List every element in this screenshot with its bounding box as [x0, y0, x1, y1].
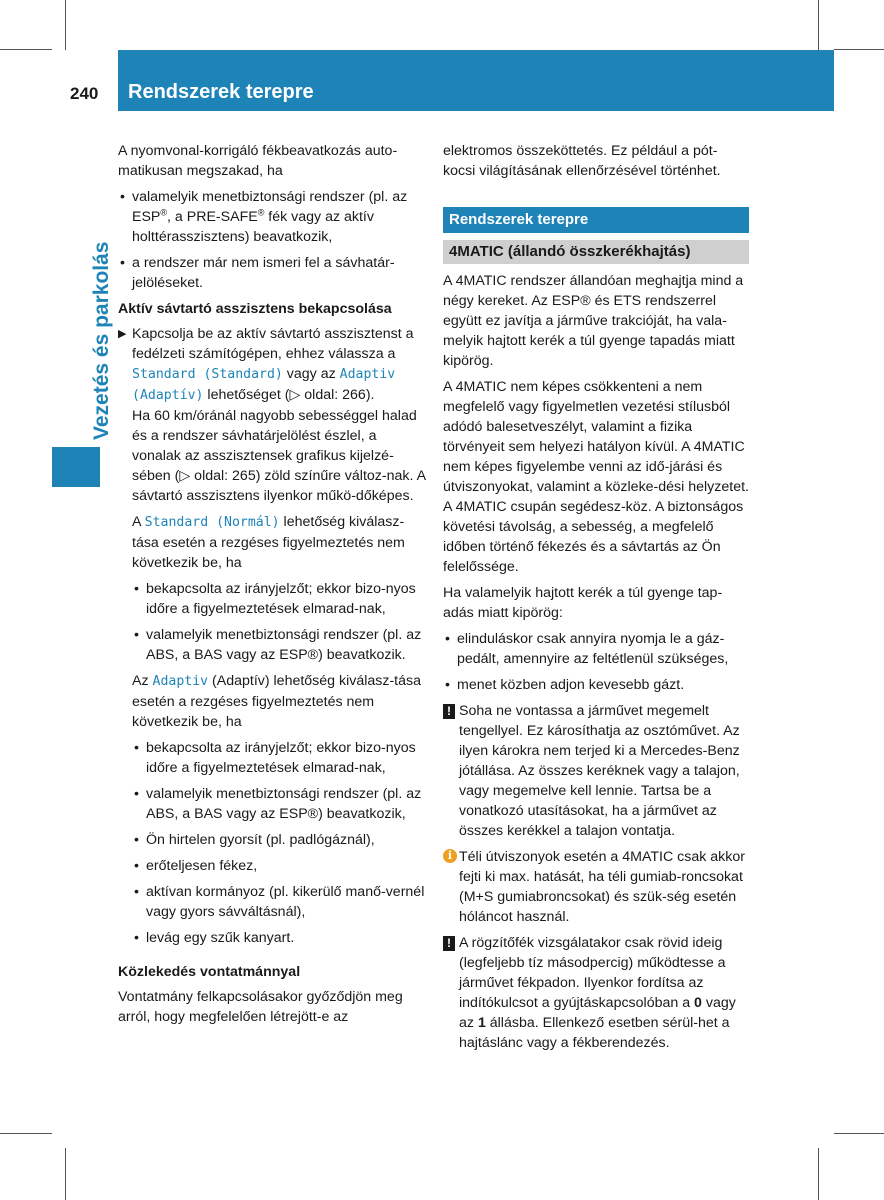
side-tab-marker	[52, 447, 100, 487]
paragraph: Ha valamelyik hajtott kerék a túl gyenge tap-adás miatt kipörög:	[443, 585, 723, 621]
crop-mark	[0, 1133, 52, 1134]
list-item: • elinduláskor csak annyira nyomja le a gáz-pedált, amennyire az feltétlenül szükséges,	[443, 629, 749, 669]
list-item: • a rendszer már nem ismeri fel a sávhatár-jelöléseket.	[118, 253, 426, 293]
paragraph: A 4MATIC nem képes csökkenteni a nem megfelelő vagy figyelmetlen vezetési stílusból adódó balesetveszélyt, valamint a fizika törvényeit sem helyezi hatályon kívül. A 4MATIC nem képes figyelembe venni az idő-járási és útviszonyokat, valamint a közleke-dési helyzetet. A 4MATIC csupán segédesz-köz. A biztonságos követési távolság, a sebesség, a megfelelő időben történő fékezés és a sávtartás az Ön felelőssége.	[443, 379, 749, 575]
list-item: • erőteljesen fékez,	[132, 856, 426, 876]
warning-icon: !	[443, 704, 455, 719]
paragraph: Az Adaptiv (Adaptív) lehetőség kiválasz-tása esetén a rezgéses figyelmeztetés nem következik be, ha	[132, 673, 421, 730]
heading-towing: Közlekedés vontatmánnyal	[118, 964, 301, 980]
list-item: • levág egy szűk kanyart.	[132, 928, 426, 948]
info-note: i Téli útviszonyok esetén a 4MATIC csak akkor fejti ki max. hatását, ha téli gumiab-roncsokat (M+S gumiabroncsokat) és szük-ség esetén hóláncot használ.	[443, 847, 749, 927]
warning-note: ! A rögzítőfék vizsgálatakor csak rövid ideig (legfeljebb tíz másodpercig) működtesse a járművet fékpadon. Ilyenkor fordítsa az indítókulcsot a gyújtáskapcsolóban a 0 vagy az 1 állásba. Ellenkező esetben sérül-het a hajtáslánc vagy a fékberendezés.	[443, 933, 749, 1053]
list-item: • valamelyik menetbiztonsági rendszer (pl. az ABS, a BAS vagy az ESP®) beavatkozik,	[132, 784, 426, 824]
list-item: • valamelyik menetbiztonsági rendszer (pl. az ABS, a BAS vagy az ESP®) beavatkozik.	[132, 625, 426, 665]
list-item: • bekapcsolta az irányjelzőt; ekkor bizo-nyos időre a figyelmeztetések elmarad-nak,	[132, 738, 426, 778]
paragraph: A 4MATIC rendszer állandóan meghajtja mind a négy kereket. Az ESP® és ETS rendszerrel együtt ez javítja a járműve trakcióját, ha vala-melyik hajtott kerék a túl gyenge tapadás miatt kipörög.	[443, 273, 744, 369]
crop-mark	[834, 1133, 884, 1134]
option-adaptiv: Adaptiv	[152, 674, 209, 689]
page-number: 240	[70, 84, 99, 103]
right-column	[443, 141, 749, 1059]
warning-note: ! Soha ne vontassa a járművet megemelt tengellyel. Ez károsíthatja az osztóművet. Az ilyen károkra nem terjed ki a Mercedes-Benz jótállása. Az összes keréknek vagy a talajon, vagy megemelve kell lennie. Tartsa be a vonatkozó utasításokat, ha a járművet az összes kerékkel a talajon vontatja.	[443, 701, 749, 841]
list-item: • bekapcsolta az irányjelzőt; ekkor bizo-nyos időre a figyelmeztetések elmarad-nak,	[132, 579, 426, 619]
crop-mark	[65, 0, 66, 50]
warning-icon: !	[443, 936, 455, 951]
crop-mark	[0, 49, 52, 50]
crop-mark	[834, 49, 884, 50]
heading-lane-assist: Aktív sávtartó asszisztens bekapcsolása	[118, 301, 392, 317]
section-heading: Rendszerek terepre	[443, 207, 749, 233]
subsection-heading: 4MATIC (állandó összkerékhajtás)	[443, 240, 749, 264]
info-icon: i	[443, 849, 457, 863]
side-tab-label: Vezetés és parkolás	[90, 241, 113, 440]
list-item: • menet közben adjon kevesebb gázt.	[443, 675, 749, 695]
left-column	[118, 141, 426, 1033]
list-item: • valamelyik menetbiztonsági rendszer (pl. az ESP®, a PRE-SAFE® fék vagy az aktív holttérasszisztens) beavatkozik,	[118, 187, 426, 247]
page-title: Rendszerek terepre	[128, 81, 314, 103]
list-item: • Ön hirtelen gyorsít (pl. padlógáznál),	[132, 830, 426, 850]
crop-mark	[818, 1148, 819, 1200]
step-item: ▶ Kapcsolja be az aktív sávtartó asszisztenst a fedélzeti számítógépen, ehhez válassza a Standard (Standard) vagy az Adaptiv (Adaptív) lehetőséget (▷ oldal: 266). Ha 60 km/óránál nagyobb sebességgel halad és a rendszer sávhatárjelölést észlel, a vonalak az asszisztensek grafikus kijelzé-sében (▷ oldal: 265) zöld színűre változ-nak. A sávtartó asszisztens ilyenkor műkö-dőképes.	[118, 324, 426, 506]
option-standard: Standard (Standard)	[132, 367, 283, 382]
crop-mark	[818, 0, 819, 50]
intro-paragraph: A nyomvonal-korrigáló fékbeavatkozás auto-matikusan megszakad, ha	[118, 143, 398, 179]
paragraph: elektromos összeköttetés. Ez például a pót-kocsi világításának ellenőrzésével történhet.	[443, 143, 721, 179]
list-item: • aktívan kormányoz (pl. kikerülő manő-vernél vagy gyors sávváltásnál),	[132, 882, 426, 922]
crop-mark	[65, 1148, 66, 1200]
option-standard-normal: Standard (Normál)	[144, 515, 280, 530]
option-adaptiv: Adaptiv (Adaptív)	[132, 367, 396, 403]
paragraph: A Standard (Normál) lehetőség kiválasz-tása esetén a rezgéses figyelmeztetés nem következik be, ha	[132, 514, 405, 571]
paragraph: Vontatmány felkapcsolásakor győződjön meg arról, hogy megfelelően létrejött-e az	[118, 989, 403, 1025]
